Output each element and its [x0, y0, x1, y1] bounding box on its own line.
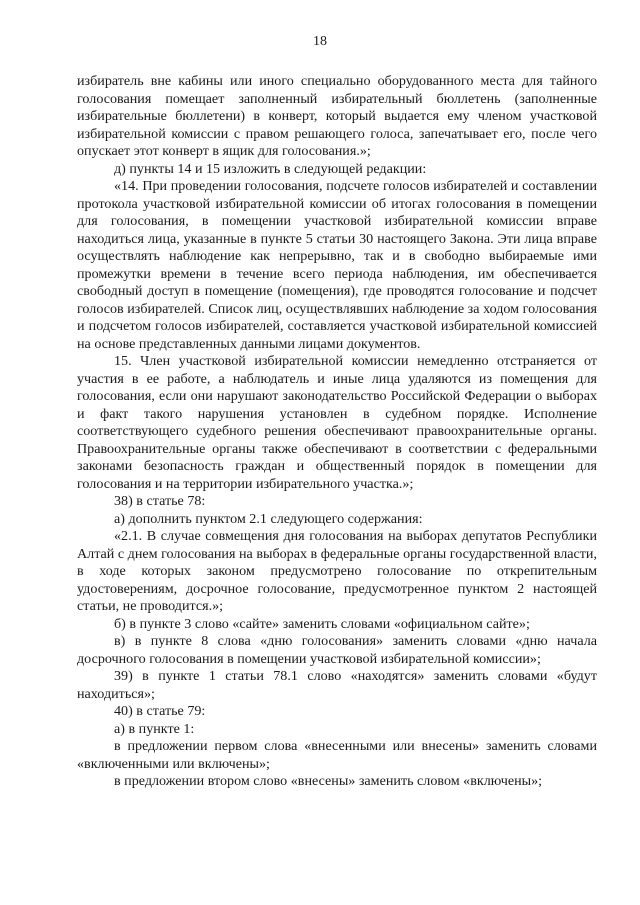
paragraph-item-40: 40) в статье 79:: [114, 703, 206, 719]
paragraph-item-38: 38) в статье 78:: [114, 493, 206, 509]
paragraph-item-38-a: а) дополнить пунктом 2.1 следующего содержания:: [114, 510, 423, 527]
document-body: [77, 73, 597, 791]
paragraph-item-40-a: а) в пункте 1:: [114, 720, 195, 737]
page-number: 18: [313, 34, 327, 49]
paragraph-point-15: 15. Член участковой избирательной комиссии немедленно отстраняется от участия в ее работе, а наблюдатель и иные лица удаляются из помещения для голосования, если они нарушают законодательство Российской Федерации о выборах и факт такого нарушения установлен в судебном порядке. Исполнение соответствующего судебного решения обеспечивают правоохранительные органы. Правоохранительные органы также обеспечивают в соответствии с федеральными законами безопасность граждан и общественный порядок в помещении для голосования и на территории избирательного участка.»;: [77, 353, 597, 492]
paragraph-sentence-second: в предложении втором слово «внесены» заменить словом «включены»;: [114, 773, 543, 789]
paragraph-item-38-v: в) в пункте 8 слова «дню голосования» заменить словами «дню начала досрочного голосования в помещении участковой избирательной комиссии»;: [77, 633, 597, 667]
paragraph-point-2-1: «2.1. В случае совмещения дня голосования на выборах депутатов Республики Алтай с днем голосования на выборах в федеральные органы государственной власти, в ходе которых законом предусмотрено голосование по открепительным удостоверениям, досрочное голосование, предусмотренное пунктом 2 настоящей статьи, не проводится.»;: [77, 528, 597, 614]
paragraph-continuation: избиратель вне кабины или иного специально оборудованного места для тайного голосования помещает заполненный избирательный бюллетень (заполненные избирательные бюллетени) в конверт, который выдается ему членом участковой избирательной комиссии с правом решающего голоса, запечатывает его, после чего опускает этот конверт в ящик для голосования.»;: [77, 73, 597, 159]
paragraph-sentence-first: в предложении первом слова «внесенными или внесены» заменить словами «включенными или включены»;: [77, 738, 597, 772]
paragraph-item-39: 39) в пункте 1 статьи 78.1 слово «находятся» заменить словами «будут находиться»;: [77, 668, 597, 702]
paragraph-point-14: «14. При проведении голосования, подсчете голосов избирателей и составлении протокола участковой избирательной комиссии об итогах голосования в помещении для голосования, в помещении участковой избирательной комиссии вправе находиться лица, указанные в пункте 5 статьи 30 настоящего Закона. Эти лица вправе осуществлять наблюдение как непрерывно, так и в свободно выбираемые ими промежутки времени в течение всего периода наблюдения, им обеспечивается свободный доступ в помещение (помещения), где проводятся голосование и подсчет голосов избирателей. Список лиц, осуществлявших наблюдение за ходом голосования и подсчетом голосов избирателей, составляется участковой избирательной комиссией на основе представленных данными лицами документов.: [77, 178, 597, 352]
paragraph-item-d: д) пункты 14 и 15 изложить в следующей редакции:: [114, 160, 427, 177]
paragraph-item-38-b: б) в пункте 3 слово «сайте» заменить словами «официальном сайте»;: [114, 615, 530, 632]
